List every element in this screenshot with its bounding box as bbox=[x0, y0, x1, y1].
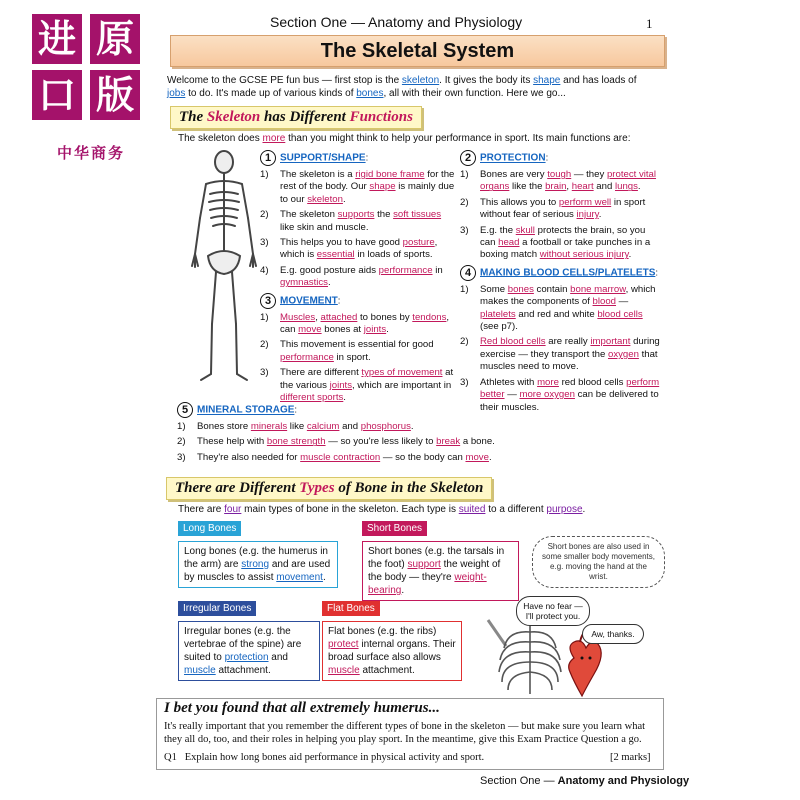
list-item: 3) Athletes with more red blood cells perform better — more oxygen can be delivered to their muscles. bbox=[460, 376, 660, 413]
mineral-heading: 5 MINERAL STORAGE: bbox=[177, 402, 557, 418]
functions-column-left bbox=[260, 150, 455, 405]
speech-bubble-heart: Aw, thanks. bbox=[582, 624, 644, 644]
intro-paragraph: Welcome to the GCSE PE fun bus — first stop is the skeleton. It gives the body its shape and has loads of jobs to do. It's made up of various kinds of bones, all with their own function. Here we go... bbox=[167, 75, 637, 99]
list-item: 4) E.g. good posture aids performance in gymnastics. bbox=[260, 264, 443, 289]
mineral-section bbox=[177, 402, 557, 464]
functions-heading: The Skeleton has Different Functions bbox=[170, 106, 422, 129]
list-item: 1) Muscles, attached to bones by tendons, can move bones at joints. bbox=[260, 311, 450, 336]
list-item: 3) E.g. the skull protects the brain, so you can head a football or take punches in a boxing match without serious injury. bbox=[460, 224, 651, 261]
skeleton-illustration bbox=[186, 148, 262, 392]
list-item: 2) Red blood cells are really important during exercise — they transport the oxygen that muscles need to move. bbox=[460, 336, 660, 373]
list-item: 2) This allows you to perform well in sport without fear of serious injury. bbox=[460, 196, 646, 221]
list-item: 3) They're also needed for muscle contraction — so the body can move. bbox=[177, 451, 492, 463]
page-number: 1 bbox=[646, 16, 653, 31]
flat-bones-box: Flat bones (e.g. the ribs) protect internal organs. Their broad surface also allows muscle attachment. bbox=[322, 621, 462, 681]
blood-heading: 4 MAKING BLOOD CELLS/PLATELETS: bbox=[460, 265, 660, 281]
short-bones-note: Short bones are also used in some smaller body movements, e.g. moving the hand at the wrist. bbox=[532, 536, 665, 588]
list-item: 3) There are different types of movement at the various joints, which are important in different sports. bbox=[260, 367, 454, 404]
support-heading: 1 SUPPORT/SHAPE: bbox=[260, 150, 455, 166]
short-bones-box: Short bones (e.g. the tarsals in the foot) support the weight of the body — they're weight-bearing. bbox=[362, 541, 519, 601]
question-marks: [2 marks] bbox=[610, 752, 651, 763]
long-bones-tag: Long Bones bbox=[178, 521, 241, 536]
exam-question: Q1 Explain how long bones aid performance in physical activity and sport. bbox=[164, 752, 485, 763]
summary-text: It's really important that you remember the different types of bone in the skeleton — but make sure you learn what they all do, too, and their roles in helping you play sport. In the meantime, give this Exam Practice Question a go. bbox=[164, 721, 646, 745]
list-item: 1) Bones store minerals like calcium and phosphorus. bbox=[177, 421, 414, 432]
logo-char: 口 bbox=[32, 70, 82, 120]
publisher-logo bbox=[22, 14, 152, 164]
logo-subtitle: 中华商务 bbox=[56, 144, 125, 162]
list-item: 2) The skeleton supports the soft tissues like skin and muscle. bbox=[260, 209, 442, 233]
summary-title: I bet you found that all extremely humerus... bbox=[164, 700, 440, 716]
short-bones-tag: Short Bones bbox=[362, 521, 427, 536]
list-item: 3) This helps you to have good posture, which is essential in loads of sports. bbox=[260, 237, 438, 261]
logo-char: 原 bbox=[90, 14, 140, 64]
page-footer: Section One — Anatomy and Physiology bbox=[480, 775, 690, 787]
list-item: 2) This movement is essential for good performance in sport. bbox=[260, 339, 434, 363]
functions-column-right bbox=[460, 150, 660, 414]
protection-heading: 2 PROTECTION: bbox=[460, 150, 660, 166]
types-intro-text: There are four main types of bone in the skeleton. Each type is suited to a different purpose. bbox=[178, 504, 586, 515]
types-heading: There are Different Types of Bone in the Skeleton bbox=[166, 477, 492, 500]
movement-heading: 3 MOVEMENT: bbox=[260, 293, 455, 309]
irregular-bones-tag: Irregular Bones bbox=[178, 601, 256, 616]
list-item: 2) These help with bone strength — so you're less likely to break a bone. bbox=[177, 436, 495, 448]
list-item: 1) Some bones contain bone marrow, which makes the components of blood — platelets and red and white blood cells (see p7). bbox=[460, 283, 656, 333]
flat-bones-tag: Flat Bones bbox=[322, 601, 380, 616]
irregular-bones-box: Irregular bones (e.g. the vertebrae of the spine) are suited to protection and muscle attachment. bbox=[178, 621, 320, 681]
page-title: The Skeletal System bbox=[170, 35, 665, 67]
section-header: Section One — Anatomy and Physiology bbox=[270, 14, 523, 30]
list-item: 1) The skeleton is a rigid bone frame for the rest of the body. Our shape is mainly due to our skeleton. bbox=[260, 169, 455, 205]
speech-bubble-ribcage: Have no fear — I'll protect you. bbox=[516, 596, 590, 626]
main-functions-text: The skeleton does more than you might think to help your performance in sport. Its main functions are: bbox=[178, 133, 631, 144]
list-item: 1) Bones are very tough — they protect vital organs like the brain, heart and lungs. bbox=[460, 169, 657, 193]
logo-char: 版 bbox=[90, 70, 140, 120]
long-bones-box: Long bones (e.g. the humerus in the arm) are strong and are used by muscles to assist movement. bbox=[178, 541, 338, 588]
logo-char: 进 bbox=[32, 14, 82, 64]
